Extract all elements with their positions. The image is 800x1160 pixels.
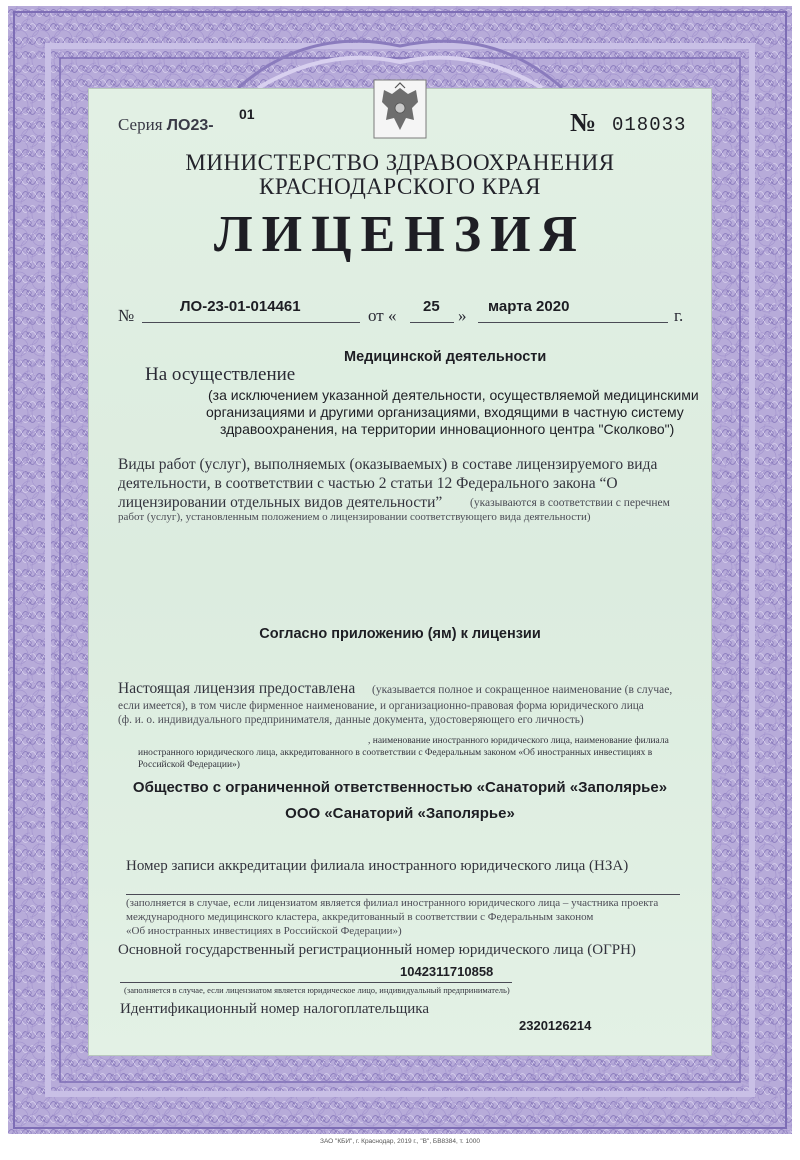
activity-note-line-3: здравоохранения, на территории инновационного центра "Сколково"): [220, 421, 675, 437]
series-suffix: 01: [239, 106, 255, 122]
works-line-3a: лицензировании отдельных видов деятельности”: [118, 494, 443, 511]
date-close-quote: »: [458, 306, 467, 325]
coat-of-arms-icon: [372, 78, 428, 140]
license-month-year: марта 2020: [488, 298, 570, 315]
series-value: ЛО23-: [166, 117, 214, 134]
activity-value: Медицинской деятельности: [344, 349, 547, 365]
holder-full-name: Общество с ограниченной ответственностью «Санаторий «Заполярье»: [132, 779, 668, 796]
activity-label: На осуществление: [145, 364, 296, 385]
holder-intro-note: (указывается полное и сокращенное наименование (в случае,: [372, 684, 673, 696]
license-number-underline: [142, 322, 360, 323]
blank-number: 018033: [612, 114, 687, 136]
works-line-3b: (указываются в соответствии с перечнем: [470, 497, 670, 509]
ogrn-label: Основной государственный регистрационный номер юридического лица (ОГРН): [118, 942, 636, 958]
nza-note-line-1: (заполняется в случае, если лицензиатом является филиал иностранного юридического лица – участника проекта: [126, 897, 659, 909]
day-underline: [410, 322, 454, 323]
nza-underline: [126, 894, 680, 895]
inn-value: 2320126214: [519, 1018, 592, 1033]
foreign-note-line-2: иностранного юридического лица, аккредитованного в соответствии с Федеральным законом «Об иностранных инвестициях в: [138, 748, 653, 758]
activity-note-line-1: (за исключением указанной деятельности, осуществляемой медицинскими: [208, 387, 699, 403]
holder-note-line-2: если имеется), в том числе фирменное наименование, и организационно-правовая форма юридического лица: [118, 700, 644, 712]
date-from-label: от «: [368, 306, 397, 325]
works-line-2: деятельности, в соответствии с частью 2 статьи 12 Федерального закона “О: [118, 475, 618, 492]
works-line-1: Виды работ (услуг), выполняемых (оказываемых) в составе лицензируемого вида: [118, 456, 658, 473]
license-number: ЛО-23-01-014461: [180, 298, 301, 315]
nza-label: Номер записи аккредитации филиала иностранного юридического лица (НЗА): [126, 858, 629, 874]
license-day: 25: [423, 298, 440, 315]
nza-note-line-3: «Об иностранных инвестициях в Российской Федерации»): [126, 925, 402, 937]
document-title: ЛИЦЕНЗИЯ: [213, 206, 587, 263]
ogrn-note: (заполняется в случае, если лицензиатом является юридическое лицо, индивидуальный предприниматель): [124, 985, 510, 995]
month-underline: [478, 322, 668, 323]
printer-imprint: ЗАО "КБИ", г. Краснодар, 2019 г., "В", БВ8384, т. 1000: [320, 1138, 480, 1145]
holder-short-name: ООО «Санаторий «Заполярье»: [285, 805, 515, 822]
holder-intro: Настоящая лицензия предоставлена: [118, 680, 356, 697]
series-label: Серия: [118, 115, 163, 134]
foreign-note-line-1: , наименование иностранного юридического лица, наименование филиала: [368, 736, 669, 746]
year-suffix: г.: [674, 306, 684, 325]
nza-note-line-2: международного медицинского кластера, аккредитованный в соответствии с Федеральным законом: [126, 911, 594, 923]
ogrn-value: 1042311710858: [400, 964, 494, 979]
activity-note-line-2: организациями и другими организациями, входящими в частную систему: [206, 404, 684, 420]
works-line-4: работ (услуг), установленным положением о лицензировании соответствующего вида деятельности): [118, 511, 591, 523]
ministry-line-2: КРАСНОДАРСКОГО КРАЯ: [259, 174, 541, 199]
foreign-note-line-3: Российской Федерации»): [138, 760, 240, 770]
ministry-line-1: МИНИСТЕРСТВО ЗДРАВООХРАНЕНИЯ: [185, 150, 615, 175]
works-value: Согласно приложению (ям) к лицензии: [259, 626, 541, 642]
ogrn-underline: [120, 982, 512, 983]
license-number-sign: №: [118, 306, 135, 325]
inn-label: Идентификационный номер налогоплательщика: [120, 1001, 430, 1017]
holder-note-line-3: (ф. и. о. индивидуального предпринимателя, данные документа, удостоверяющего его личность): [118, 714, 584, 726]
blank-number-sign: №: [570, 108, 597, 137]
